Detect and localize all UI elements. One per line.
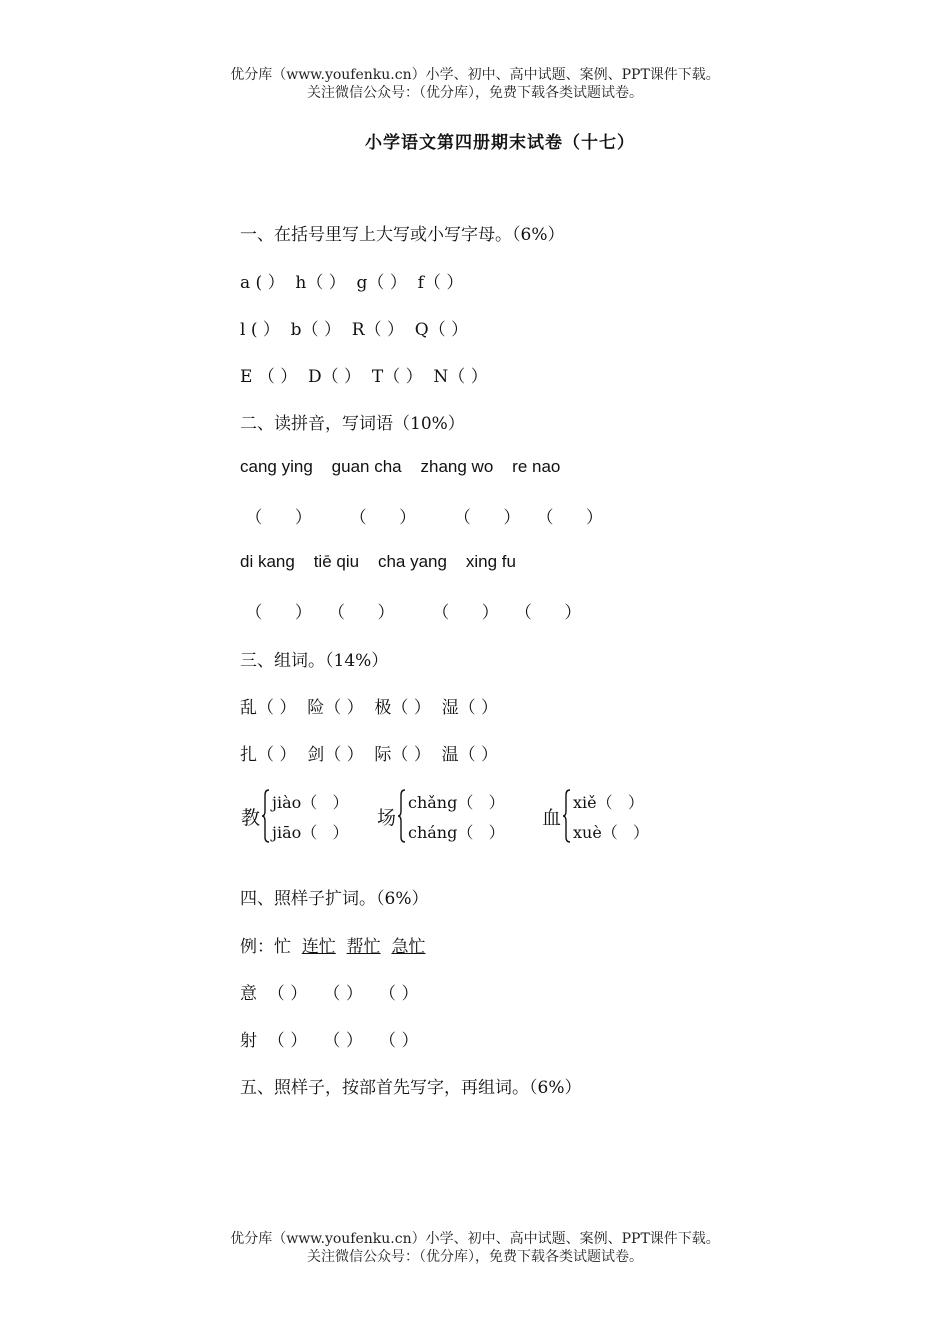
polyphone-reading-1: jiào（ ）: [272, 793, 349, 812]
section2-pinyin-row-2: di kang tiē qiu cha yang xing fu: [240, 552, 516, 571]
section3-row-2: 扎（ ） 剑（ ） 际（ ） 温（ ）: [240, 745, 499, 765]
brace-icon: [262, 789, 270, 843]
brace-icon: [563, 789, 571, 843]
section4-row-2: 射 （ ） （ ） （ ）: [240, 1031, 419, 1051]
polyphone-group-2: [377, 787, 527, 847]
page-header: [0, 66, 950, 102]
section1-heading: 一、在括号里写上大写或小写字母。（6%）: [240, 225, 565, 245]
section4-example: [240, 932, 425, 957]
example-label: 例：忙: [240, 937, 291, 957]
polyphone-reading-2: xuè（ ）: [573, 823, 650, 842]
section1-row-3: E （ ） D（ ） T（ ） N（ ）: [240, 367, 488, 387]
section4-row-1: 意 （ ） （ ） （ ）: [240, 984, 419, 1004]
footer-line-2: 关注微信公众号：（优分库），免费下载各类试题试卷。: [307, 1249, 643, 1265]
section4-heading: 四、照样子扩词。（6%）: [240, 889, 429, 909]
example-word-3: 急忙: [391, 937, 426, 957]
polyphone-char: 场: [377, 807, 397, 829]
polyphone-group-1: [241, 787, 371, 847]
page-footer: [0, 1230, 950, 1266]
header-line-2: 关注微信公众号：（优分库），免费下载各类试题试卷。: [307, 85, 643, 101]
example-word-1: 连忙: [301, 937, 336, 957]
polyphone-char: 教: [241, 807, 261, 829]
section3-heading: 三、组词。（14%）: [240, 651, 389, 671]
header-line-1: 优分库（www.youfenku.cn）小学、初中、高中试题、案例、PPT课件下载。: [230, 67, 720, 83]
section3-row-1: 乱（ ） 险（ ） 极（ ） 湿（ ）: [240, 698, 499, 718]
section2-answer-row-1: （ ） （ ） （ ） （ ）: [240, 508, 603, 528]
polyphone-reading-2: cháng（ ）: [408, 823, 505, 842]
example-word-2: 帮忙: [346, 937, 381, 957]
polyphone-char: 血: [542, 807, 562, 829]
section2-pinyin-row-1: cang ying guan cha zhang wo re nao: [240, 457, 561, 476]
page-title: 小学语文第四册期末试卷（十七）: [365, 133, 635, 153]
section2-answer-row-2: （ ） （ ） （ ） （ ）: [240, 603, 582, 623]
polyphone-reading-1: chǎng（ ）: [408, 793, 505, 812]
polyphone-reading-2: jiāo（ ）: [272, 823, 349, 842]
brace-icon: [398, 789, 406, 843]
footer-line-1: 优分库（www.youfenku.cn）小学、初中、高中试题、案例、PPT课件下载。: [230, 1231, 720, 1247]
polyphone-reading-1: xiě（ ）: [573, 793, 644, 812]
section5-heading: 五、照样子，按部首先写字，再组词。（6%）: [240, 1078, 582, 1098]
section1-row-2: l ( ） b（ ） R（ ） Q（ ）: [240, 320, 469, 340]
section1-row-1: a ( ） h（ ） g（ ） f（ ）: [240, 273, 464, 293]
polyphone-group-3: [542, 787, 672, 847]
section2-heading: 二、读拼音，写词语（10%）: [240, 414, 465, 434]
